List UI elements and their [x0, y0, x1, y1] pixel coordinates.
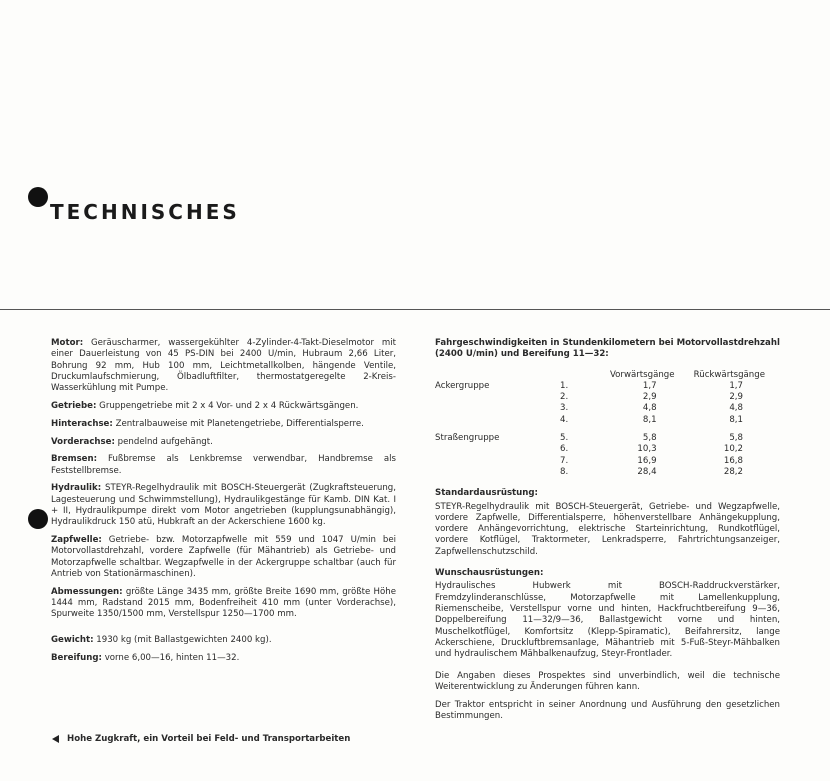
forward-speed: 8,1 [642, 414, 657, 425]
speed-row [435, 433, 765, 444]
group-label: Ackergruppe [435, 380, 490, 391]
speed-table-title: Fahrgeschwindigkeiten in Stundenkilometern bei Motorvollastdrehzahl (2400 U/min) und Bereifung 11—32: [435, 338, 780, 360]
speed-row [435, 467, 765, 478]
spec-abmessungen: Abmessungen: größte Länge 3435 mm, größte Breite 1690 mm, größte Höhe 1444 mm, Radstand 2015 mm, Bodenfreiheit 410 mm (unter Vorderachse), Spurweite 1350/1500 mm, Verstellspur 1250—1700 mm. [51, 586, 396, 620]
standard-text: STEYR-Regelhydraulik mit BOSCH-Steuergerät, Getriebe- und Wegzapfwelle, vordere Zapfwelle, Differentialsperre, höhenverstellbare Anhängekupplung, vordere Anhängevorrichtung, elektrische Starteinrichtung, Rundkotflügel, vordere Kotflügel, Traktormeter, Lenkradsperre, Fahrtrichtungsanzeiger, Zapfwellenschutzschild. [435, 501, 780, 557]
speed-row [435, 381, 765, 392]
speed-row [435, 392, 765, 403]
forward-speed: 28,4 [637, 466, 657, 477]
forward-speed: 2,9 [642, 392, 657, 403]
gear-number: 1. [560, 380, 569, 391]
gear-number: 2. [560, 392, 569, 403]
arrow-left-icon [52, 735, 59, 743]
spec-motor: Motor: Geräuscharmer, wassergekühlter 4-Zylinder-4-Takt-Dieselmotor mit einer Dauerleistung von 45 PS-DIN bei 2400 U/min, Hubraum 2,66 Liter, Bohrung 92 mm, Hub 100 mm, Leichtmetallkolben, hängende Ventile, Druckumlaufschmierung, Ölbadluftfilter, thermostatgeregelte 2-Kreis-Wasserkühlung mit Pumpe. [51, 338, 396, 394]
wunsch-title: Wunschausrüstungen: [435, 568, 544, 579]
gear-number: 3. [560, 403, 569, 414]
gear-number: 6. [560, 444, 569, 455]
wunsch-text: Hydraulisches Hubwerk mit BOSCH-Raddruckverstärker, Fremdzylinderanschlüsse, Motorzapfwelle mit Lamellenkupplung, Riemenscheibe, Verstellspur vorne und hinten, Hackfruchtbereifung 9—36, Doppelbereifung 11—32/9—36, Ballastgewicht vorne und hinten, Muschelkotflügel, Komfortsitz (Klepp-Spiramatic), Beifahrersitz, lange Ackerschiene, Druckluftbremsanlage, Mähantrieb mit 5-Fuß-Steyr-Mähbalken und hydraulischem Mähbalkenaufzug, Steyr-Frontlader. [435, 581, 780, 660]
forward-speed: 5,8 [642, 433, 657, 444]
speed-table-header [435, 370, 765, 381]
gear-number: 5. [560, 433, 569, 444]
reverse-speed: 16,8 [723, 455, 743, 466]
speed-row [435, 444, 765, 455]
forward-speed: 1,7 [642, 380, 657, 391]
col-forward-header: Vorwärtsgänge [609, 369, 675, 380]
reverse-speed: 5,8 [729, 433, 743, 444]
spec-zapfwelle: Zapfwelle: Getriebe- bzw. Motorzapfwelle mit 559 und 1047 U/min bei Motorvollastdrehzahl, vordere Zapfwelle (für Mähantrieb) als Getriebe- und Motorzapfwelle schaltbar. Wegzapfwelle in der Ackergruppe schaltbar (auch für Antrieb von Stationärmaschinen). [51, 535, 396, 580]
reverse-speed: 4,8 [729, 403, 743, 414]
heading-bullet-icon [28, 187, 48, 207]
spec-bereifung: Bereifung: vorne 6,00—16, hinten 11—32. [51, 653, 240, 664]
spec-bremsen: Bremsen: Fußbremse als Lenkbremse verwendbar, Handbremse als Feststellbremse. [51, 454, 396, 476]
spec-gewicht: Gewicht: 1930 kg (mit Ballastgewichten 2400 kg). [51, 635, 272, 646]
speed-row [435, 456, 765, 467]
speed-row [435, 403, 765, 414]
gear-number: 7. [560, 455, 569, 466]
reverse-speed: 28,2 [723, 466, 743, 477]
speed-table [435, 370, 765, 479]
group-label: Straßengruppe [435, 433, 500, 444]
reverse-speed: 8,1 [729, 414, 743, 425]
spec-getriebe: Getriebe: Gruppengetriebe mit 2 x 4 Vor- und 2 x 4 Rückwärtsgängen. [51, 400, 359, 411]
spec-hydraulik: Hydraulik: STEYR-Regelhydraulik mit BOSCH-Steuergerät (Zugkraftsteuerung, Lagesteuerung und Schwimmstellung), Hydraulikgestänge für Kamb. DIN Kat. I + II, Hydraulikpumpe direkt vom Motor angetrieben (kupplungsunabhängig), Hydraulikdruck 150 atü, Hubkraft an der Ackerschiene 1600 kg. [51, 483, 396, 528]
reverse-speed: 1,7 [729, 380, 743, 391]
note-disclaimer: Die Angaben dieses Prospektes sind unverbindlich, weil die technische Weiterentwicklung zu Änderungen führen kann. [435, 670, 780, 693]
spec-column-right [435, 338, 780, 729]
divider-line [0, 309, 830, 310]
standard-title: Standardausrüstung: [435, 488, 538, 499]
col-reverse-header: Rückwärtsgänge [693, 369, 765, 380]
spec-hinterachse: Hinterachse: Zentralbauweise mit Planetengetriebe, Differentialsperre. [51, 418, 364, 429]
spacer [51, 627, 396, 635]
margin-bullet-icon [28, 509, 48, 529]
speed-row [435, 415, 765, 426]
forward-speed: 16,9 [637, 455, 657, 466]
gear-number: 8. [560, 466, 569, 477]
forward-speed: 10,3 [637, 444, 657, 455]
spec-column-left [51, 338, 396, 671]
gear-number: 4. [560, 414, 569, 425]
spec-vorderachse: Vorderachse: pendelnd aufgehängt. [51, 436, 213, 447]
reverse-speed: 2,9 [729, 392, 743, 403]
forward-speed: 4,8 [642, 403, 657, 414]
reverse-speed: 10,2 [723, 444, 743, 455]
page-title: TECHNISCHES [50, 200, 240, 224]
image-caption: Hohe Zugkraft, ein Vorteil bei Feld- und Transportarbeiten [52, 734, 350, 744]
note-regulations: Der Traktor entspricht in seiner Anordnung und Ausführung den gesetzlichen Bestimmungen. [435, 700, 780, 722]
